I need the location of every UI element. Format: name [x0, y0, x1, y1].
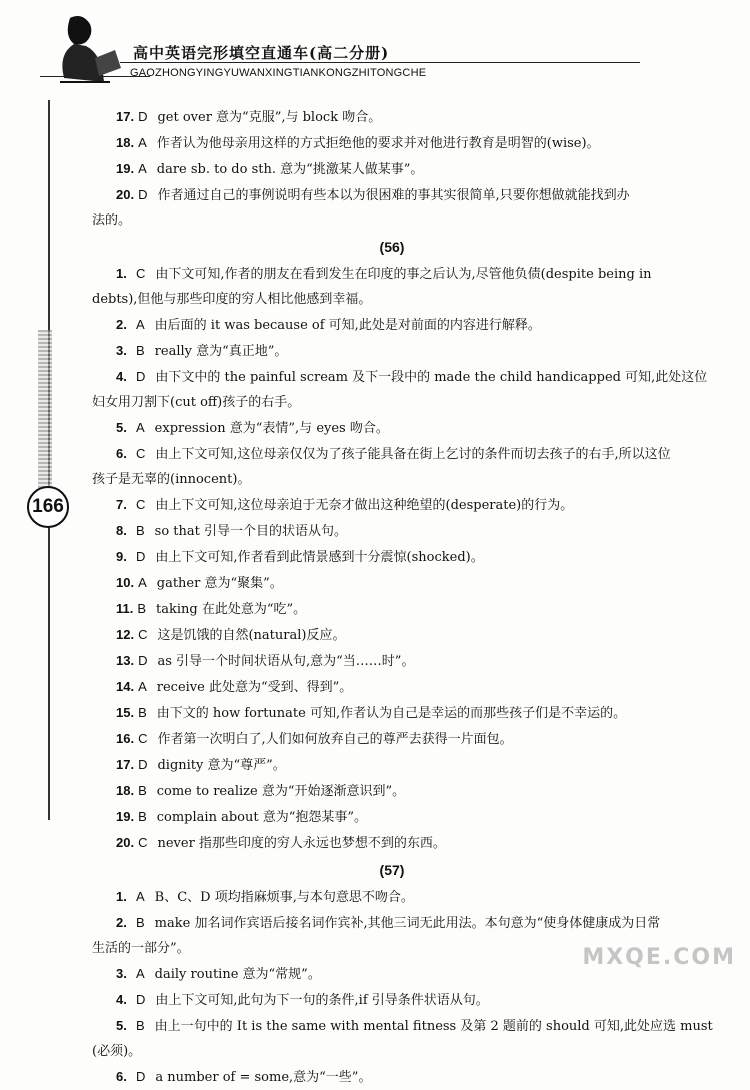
explanation-text: taking 在此处意为“吃”。: [156, 602, 307, 617]
answer-item: [116, 778, 692, 804]
explanation-text: 由上下文可知,作者看到此情景感到十分震惊(shocked)。: [155, 550, 484, 565]
watermark: MXQE.COM: [582, 945, 736, 970]
header-logo-figure: [40, 8, 130, 98]
explanation-text: 由后面的 it was because of 可知,此处是对前面的内容进行解释。: [154, 318, 541, 333]
section-heading: (56): [379, 239, 405, 255]
explanation-text: daily routine 意为“常规”。: [154, 967, 321, 982]
question-number: 2.: [116, 317, 127, 332]
answer-item: [116, 312, 692, 338]
answer-letter: D: [138, 109, 148, 124]
question-number: 18.: [116, 783, 135, 798]
answer-letter: C: [136, 266, 146, 281]
explanation-continuation: 妇女用刀割下(cut off)孩子的右手。: [92, 395, 301, 410]
explanation-text: B、C、D 项均指麻烦事,与本句意思不吻合。: [154, 890, 414, 905]
answer-letter: A: [136, 420, 145, 435]
question-number: 5.: [116, 1018, 127, 1033]
answer-item: [116, 492, 692, 518]
answer-item: [116, 884, 692, 910]
explanation-text: gather 意为“聚集”。: [156, 576, 283, 591]
answer-letter: C: [136, 497, 146, 512]
answer-letter: A: [136, 317, 145, 332]
answer-letter: B: [136, 523, 145, 538]
answer-item: [116, 910, 692, 936]
explanation-text: 这是饥饿的自然(natural)反应。: [157, 628, 346, 643]
margin-texture: [38, 330, 52, 510]
answer-letter: A: [138, 575, 147, 590]
answer-item: [116, 130, 692, 156]
answer-letter: D: [136, 1069, 146, 1084]
question-number: 18.: [116, 135, 135, 150]
question-number: 1.: [116, 889, 127, 904]
explanation-text: 由下文中的 the painful scream 及下一段中的 made the child handicapped 可知,此处这位: [155, 370, 708, 385]
explanation-text: 由上下文可知,这位母亲仅仅为了孩子能具备在街上乞讨的条件而切去孩子的右手,所以这位: [155, 447, 671, 462]
answer-letter: D: [138, 757, 148, 772]
answer-item: [116, 156, 692, 182]
question-number: 8.: [116, 523, 127, 538]
question-number: 5.: [116, 420, 127, 435]
explanation-text: get over 意为“克服”,与 block 吻合。: [157, 110, 382, 125]
explanation-text: 由上下文可知,此句为下一句的条件,if 引导条件状语从句。: [155, 993, 489, 1008]
explanation-text: so that 引导一个目的状语从句。: [154, 524, 348, 539]
question-number: 16.: [116, 731, 135, 746]
explanation-continuation: 法的。: [92, 213, 132, 228]
answer-letter: C: [138, 835, 148, 850]
answer-letter: A: [136, 966, 145, 981]
explanation-text: 由下文可知,作者的朋友在看到发生在印度的事之后认为,尽管他负债(despite being in: [155, 267, 652, 282]
question-number: 19.: [116, 809, 135, 824]
answer-letter: B: [138, 783, 147, 798]
question-number: 4.: [116, 369, 127, 384]
question-number: 1.: [116, 266, 127, 281]
section-heading: (57): [379, 862, 405, 878]
answer-letter: C: [138, 731, 148, 746]
answer-item: [116, 1064, 692, 1090]
answer-item: [116, 726, 692, 752]
question-number: 13.: [116, 653, 135, 668]
answer-letter: A: [138, 161, 147, 176]
explanation-continuation: 生活的一部分”。: [92, 941, 190, 956]
answer-letter: C: [136, 446, 146, 461]
question-number: 14.: [116, 679, 135, 694]
question-number: 11.: [116, 601, 134, 616]
explanation-continuation: debts),但他与那些印度的穷人相比他感到幸福。: [92, 292, 372, 307]
question-number: 19.: [116, 161, 135, 176]
explanation-text: 作者认为他母亲用这样的方式拒绝他的要求并对他进行教育是明智的(wise)。: [156, 136, 600, 151]
answer-item: [116, 648, 692, 674]
explanation-text: a number of = some,意为“一些”。: [155, 1070, 372, 1085]
explanation-text: dignity 意为“尊严”。: [157, 758, 286, 773]
answer-letter: A: [138, 679, 147, 694]
explanation-text: 作者通过自己的事例说明有些本以为很困难的事其实很简单,只要你想做就能找到办: [157, 188, 630, 203]
explanation-continuation: (必须)。: [92, 1044, 142, 1059]
answer-letter: D: [138, 187, 148, 202]
question-number: 17.: [116, 109, 135, 124]
explanation-continuation: 孩子是无辜的(innocent)。: [92, 472, 251, 487]
explanation-text: never 指那些印度的穷人永远也梦想不到的东西。: [157, 836, 446, 851]
explanation-text: as 引导一个时间状语从句,意为“当……时”。: [157, 654, 415, 669]
book-title-pinyin: GAOZHONGYINGYUWANXINGTIANKONGZHITONGCHE: [130, 67, 427, 79]
answer-item: [116, 261, 692, 287]
question-number: 9.: [116, 549, 127, 564]
answer-letter: B: [136, 1018, 145, 1033]
answer-item: [116, 674, 692, 700]
answer-item: [116, 518, 692, 544]
answer-item: [116, 830, 692, 856]
question-number: 20.: [116, 187, 135, 202]
explanation-text: make 加名词作宾语后接名词作宾补,其他三词无此用法。本句意为“使身体健康成为日常: [154, 916, 661, 931]
answer-letter: B: [138, 809, 147, 824]
answer-item: [116, 596, 692, 622]
answer-letter: D: [136, 549, 146, 564]
explanation-text: come to realize 意为“开始逐渐意识到”。: [156, 784, 406, 799]
question-number: 3.: [116, 966, 127, 981]
explanation-text: 作者第一次明白了,人们如何放弃自己的尊严去获得一片面包。: [157, 732, 513, 747]
question-number: 7.: [116, 497, 127, 512]
explanation-text: dare sb. to do sth. 意为“挑激某人做某事”。: [156, 162, 424, 177]
explanation-text: 由上一句中的 It is the same with mental fitness 及第 2 题前的 should 可知,此处应选 must: [154, 1019, 713, 1034]
question-number: 17.: [116, 757, 135, 772]
answer-letter: C: [138, 627, 148, 642]
question-number: 10.: [116, 575, 135, 590]
book-title: 高中英语完形填空直通车(高二分册): [133, 44, 390, 62]
answer-item: [116, 544, 692, 570]
answer-item: [116, 622, 692, 648]
question-number: 6.: [116, 1069, 127, 1084]
answer-letter: A: [136, 889, 145, 904]
question-number: 2.: [116, 915, 127, 930]
answer-letter: D: [136, 369, 146, 384]
answer-letter: B: [136, 343, 145, 358]
answer-item: [116, 104, 692, 130]
answer-item: [116, 338, 692, 364]
answer-item: [116, 570, 692, 596]
answer-letter: B: [138, 705, 147, 720]
explanation-text: 由下文的 how fortunate 可知,作者认为自己是幸运的而那些孩子们是不幸运的。: [156, 706, 627, 721]
answer-letter: B: [136, 915, 145, 930]
answer-letter: A: [138, 135, 147, 150]
answer-content: [92, 104, 713, 1090]
question-number: 4.: [116, 992, 127, 1007]
question-number: 3.: [116, 343, 127, 358]
question-number: 12.: [116, 627, 135, 642]
answer-letter: D: [138, 653, 148, 668]
answer-letter: D: [136, 992, 146, 1007]
explanation-text: complain about 意为“抱怨某事”。: [156, 810, 367, 825]
answer-letter: B: [137, 601, 147, 616]
answer-item: [116, 364, 708, 390]
question-number: 6.: [116, 446, 127, 461]
answer-item: [116, 804, 692, 830]
question-number: 15.: [116, 705, 135, 720]
answer-item: [116, 987, 692, 1013]
answer-item: [116, 1013, 713, 1039]
question-number: 20.: [116, 835, 135, 850]
answer-item: [116, 441, 692, 467]
answer-item: [116, 182, 692, 208]
page-number: 166: [27, 486, 69, 528]
explanation-text: really 意为“真正地”。: [154, 344, 288, 359]
explanation-text: receive 此处意为“受到、得到”。: [156, 680, 353, 695]
answer-item: [116, 700, 692, 726]
answer-item: [116, 752, 692, 778]
explanation-text: 由上下文可知,这位母亲迫于无奈才做出这种绝望的(desperate)的行为。: [155, 498, 574, 513]
explanation-text: expression 意为“表情”,与 eyes 吻合。: [154, 421, 389, 436]
answer-item: [116, 415, 692, 441]
